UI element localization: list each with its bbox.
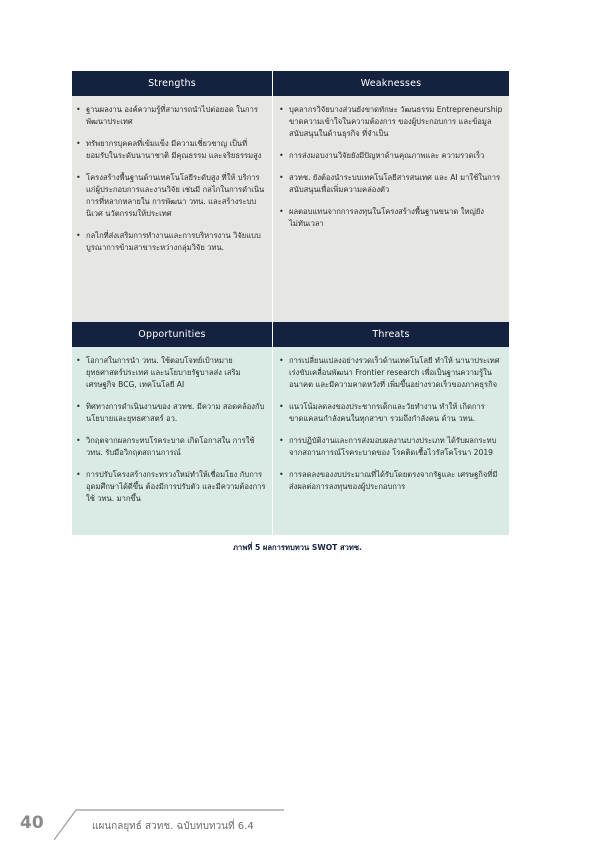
strength-item: • ทรัพยากรบุคคลที่เข้มแข็ง มีความเชี่ยวชาญ เป็นที่ยอมรับในระดับนานาชาติ มีคุณธรรม และจริยธรรมสูง xyxy=(74,138,266,162)
threat-item: • การลดลงของงบประมาณที่ได้รับโดยตรงจากรัฐและ เศรษฐกิจที่มีส่งผลต่อการลงทุนของผู้ประกอบการ xyxy=(277,469,503,493)
strength-item: • โครงสร้างพื้นฐานด้านเทคโนโลยีระดับสูง ที่ให้ บริการแก่ผู้ประกอบการและงานวิจัย เช่นมี กลไกในการดำเนินการที่หลากหลายใน การพัฒนา วทน. และสร้างระบบนิเวศ นวัตกรรมให้ประเทศ xyxy=(74,172,266,220)
opportunity-item: • ทิศทางการดำเนินงานของ สวทช. มีความ สอดคล้องกับนโยบายและยุทธศาสตร์ อว. xyxy=(74,401,266,425)
weaknesses-header: Weaknesses xyxy=(272,71,509,96)
weakness-item: • การส่งมอบงานวิจัยยังมีปัญหาด้านคุณภาพและ ความรวดเร็ว xyxy=(277,150,503,162)
opportunities-header: Opportunities xyxy=(72,322,272,347)
strength-item: • ฐานผลงาน องค์ความรู้ที่สามารถนำไปต่อยอด ในการพัฒนาประเทศ xyxy=(74,104,266,128)
threats-header: Threats xyxy=(272,322,509,347)
page-number: 40 xyxy=(20,813,44,833)
weakness-item: • สวทช. ยังต้องนำระบบเทคโนโลยีสารสนเทศ และ AI มาใช้ในการสนับสนุนเพื่อเพิ่มความคล่องตัว xyxy=(277,172,503,196)
threats-cell xyxy=(272,347,509,535)
strengths-cell xyxy=(72,96,272,322)
weakness-item: • ผลตอบแทนจากการลงทุนในโครงสร้างพื้นฐานขนาด ใหญ่ยังไม่ทันเวลา xyxy=(277,206,503,230)
weakness-item: • บุคลากรวิจัยบางส่วนยังขาดทักษะ วัฒนธรรม Entrepreneurship ขาดความเข้าใจในความต้องการ ของผู้ประกอบการ และข้อมูลสนับสนุนในด้านธุรกิจ ที่จำเป็น xyxy=(277,104,503,140)
swot-table xyxy=(72,71,509,535)
footer-document-title: แผนกลยุทธ์ สวทช. ฉบับทบทวนที่ 6.4 xyxy=(92,821,254,832)
figure-caption: ภาพที่ 5 ผลการทบทวน SWOT สวทช. xyxy=(233,543,362,552)
opportunity-item: • โอกาสในการนำ วทน. ใช้ตอบโจทย์เป้าหมาย ยุทธศาสตร์ประเทศ และนโยบายรัฐบาลส่ง เสริมเศรษฐกิจ BCG, เทคโนโลยี AI xyxy=(74,355,266,391)
threat-item: • การปฏิบัติงานและการส่งมอบผลงานบางประเภท ได้รับผลกระทบจากสถานการณ์โรคระบาดของ โรคติดเชื้อไวรัสโคโรนา 2019 xyxy=(277,435,503,459)
strength-item: • กลไกที่ส่งเสริมการทำงานและการบริหารงาน วิจัยแบบบูรณาการข้ามสาขาระหว่างกลุ่มวิจัย วทน. xyxy=(74,230,266,254)
opportunity-item: • วิกฤตจากผลกระทบโรคระบาด เกิดโอกาสใน การใช้ วทน. รับมือวิกฤตสถานการณ์ xyxy=(74,435,266,459)
opportunity-item: • การปรับโครงสร้างกระทรวงใหม่ทำให้เชื่อมโยง กับการอุดมศึกษาได้ดีขึ้น ต้องมีการปรับตัว และมีความต้องการใช้ วทน. มากขึ้น xyxy=(74,469,266,505)
threat-item: • การเปลี่ยนแปลงอย่างรวดเร็วด้านเทคโนโลยี ทำให้ นานาประเทศเร่งขับเคลื่อนพัฒนา Frontier research เพื่อเป็นฐานความรู้ในอนาคต และมีความคาดหวังที่ เพิ่มขึ้นอย่างรวดเร็วของภาคธุรกิจ xyxy=(277,355,503,391)
page-footer xyxy=(20,808,260,840)
threat-item: • แนวโน้มลดลงของประชากรเด็กและวัยทำงาน ทำให้ เกิดการขาดแคลนกำลังคนในทุกสาขา รวมถึงกำลังคน ด้าน วทน. xyxy=(277,401,503,425)
weaknesses-cell xyxy=(272,96,509,322)
strengths-header: Strengths xyxy=(72,71,272,96)
opportunities-cell xyxy=(72,347,272,535)
